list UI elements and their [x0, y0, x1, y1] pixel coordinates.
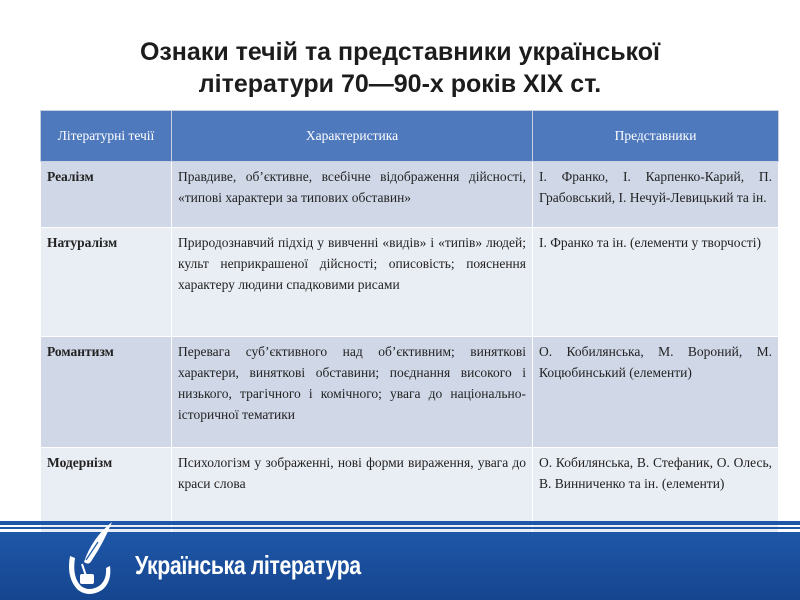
trend-representatives: О. Кобилянська, В. Стефаник, О. Олесь, В. Винниченко та ін. (елементи)	[533, 448, 779, 538]
trend-description: Перевага суб’єктивного над об’єктивним; виняткові характери, виняткові обставини; поєднання високого і низького, трагічного і комічного; увага до національно-історичної тематики	[172, 337, 533, 448]
trend-description: Природознавчий підхід у вивченні «видів» і «типів» людей; культ неприкрашеної дійсності; описовість; пояснення характеру людини спадковими рисами	[172, 228, 533, 337]
column-header-representatives: Представники	[533, 111, 779, 162]
footer-divider-thin	[0, 527, 800, 529]
page-title-line-2: літератури 70—90-х років XIX ст.	[198, 70, 602, 98]
column-header-trends: Літературні течії	[41, 111, 172, 162]
trend-name: Модернізм	[41, 448, 172, 538]
page-title	[0, 36, 800, 100]
trend-description: Психологізм у зображенні, нові форми вираження, увага до краси слова	[172, 448, 533, 538]
table-row	[41, 228, 779, 337]
column-header-characteristics: Характеристика	[172, 111, 533, 162]
quill-inkwell-icon	[62, 516, 116, 596]
trend-representatives: І. Франко, І. Карпенко-Карий, П. Грабовський, І. Нечуй-Левицький та ін.	[533, 162, 779, 228]
trend-name: Реалізм	[41, 162, 172, 228]
trend-name: Натуралізм	[41, 228, 172, 337]
table-row	[41, 162, 779, 228]
trend-representatives: І. Франко та ін. (елементи у творчості)	[533, 228, 779, 337]
footer-bar	[0, 532, 800, 600]
brand-name: Українська література	[135, 550, 361, 580]
trend-description: Правдиве, об’єктивне, всебічне відображення дійсності, «типові характери за типових обставин»	[172, 162, 533, 228]
trend-representatives: О. Кобилянська, М. Вороний, М. Коцюбинський (елементи)	[533, 337, 779, 448]
table-row	[41, 337, 779, 448]
footer-divider	[0, 521, 800, 525]
table-header-row	[41, 111, 779, 162]
page-title-line-1: Ознаки течій та представники української	[139, 38, 661, 66]
literary-trends-table	[40, 110, 779, 538]
trend-name: Романтизм	[41, 337, 172, 448]
